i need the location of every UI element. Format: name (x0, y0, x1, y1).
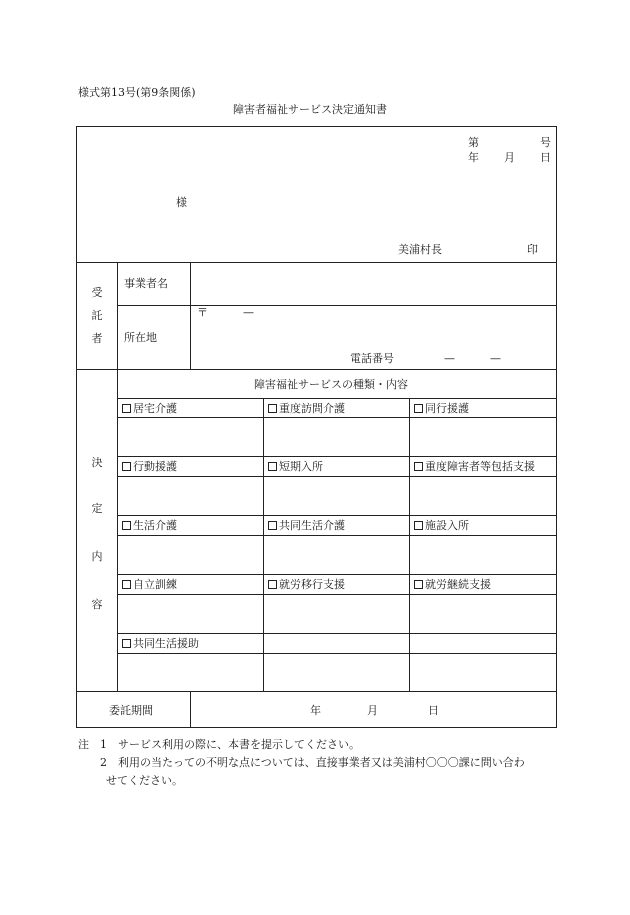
checkbox-icon[interactable] (414, 462, 423, 471)
service-checkbox[interactable]: 短期入所 (268, 461, 323, 472)
checkbox-icon[interactable] (414, 580, 423, 589)
service-checkbox[interactable]: 共同生活援助 (122, 638, 199, 649)
contractor-row-divider (117, 305, 557, 306)
decision-side-char: 定 (91, 502, 103, 515)
note-number: 1 (100, 738, 107, 751)
checkbox-icon[interactable] (268, 462, 277, 471)
service-checkbox[interactable]: 重度訪問介護 (268, 403, 345, 414)
table-bottom-border (76, 727, 557, 728)
service-checkbox[interactable]: 就労移行支援 (268, 579, 345, 590)
checkbox-icon[interactable] (268, 404, 277, 413)
decision-side-char: 決 (91, 456, 103, 469)
decision-side-char: 容 (91, 598, 103, 611)
table-top-border (76, 126, 557, 127)
period-month: 月 (367, 704, 378, 717)
period-year: 年 (310, 704, 321, 717)
decision-section-divider (76, 691, 557, 692)
grid-col-divider (409, 398, 410, 691)
postal-mark: 〒 (197, 306, 208, 319)
note-text: 利用の当たっての不明な点については、直接事業者又は美浦村〇〇〇課に問い合わ (118, 756, 525, 769)
grid-line (117, 594, 557, 595)
addressee-sama: 様 (176, 196, 187, 209)
period-label-divider (190, 691, 191, 727)
business-name-label: 事業者名 (124, 277, 168, 290)
checkbox-icon[interactable] (268, 580, 277, 589)
checkbox-icon[interactable] (268, 521, 277, 530)
grid-line (117, 574, 557, 575)
checkbox-icon[interactable] (122, 639, 131, 648)
issuer-name: 美浦村長 (398, 243, 442, 256)
table-left-border (76, 126, 77, 728)
date-month: 月 (504, 151, 515, 164)
service-checkbox[interactable]: 就労継続支援 (414, 579, 491, 590)
service-checkbox[interactable]: 自立訓練 (122, 579, 177, 590)
note-text: サービス利用の際に、本書を提示してください。 (118, 738, 360, 751)
service-checkbox[interactable]: 共同生活介護 (268, 520, 345, 531)
seal-mark: 印 (527, 243, 538, 256)
contractor-side-char: 受 (91, 286, 103, 299)
checkbox-icon[interactable] (414, 521, 423, 530)
notice-section-divider (76, 262, 557, 263)
grid-line (117, 417, 557, 418)
service-checkbox[interactable]: 生活介護 (122, 520, 177, 531)
checkbox-icon[interactable] (122, 404, 131, 413)
address-label: 所在地 (124, 331, 157, 344)
checkbox-icon[interactable] (414, 404, 423, 413)
checkbox-icon[interactable] (122, 521, 131, 530)
service-checkbox[interactable]: 施設入所 (414, 520, 469, 531)
number-go: 号 (540, 136, 551, 149)
form-number: 様式第13号(第9条関係) (78, 86, 196, 99)
service-checkbox[interactable]: 重度障害者等包括支援 (414, 461, 535, 472)
service-checkbox[interactable]: 同行援護 (414, 403, 469, 414)
contractor-label-divider (190, 262, 191, 369)
checkbox-icon[interactable] (122, 580, 131, 589)
grid-line (117, 633, 557, 634)
table-right-border (556, 126, 557, 728)
postal-dash: — (243, 306, 254, 319)
service-checkbox[interactable]: 居宅介護 (122, 403, 177, 414)
grid-col-divider (263, 398, 264, 691)
period-label: 委託期間 (109, 704, 153, 717)
checkbox-icon[interactable] (122, 462, 131, 471)
number-dai: 第 (468, 136, 479, 149)
decision-side-char: 内 (91, 550, 103, 563)
grid-line (117, 476, 557, 477)
phone-dash: — (490, 352, 501, 365)
grid-line (117, 515, 557, 516)
contractor-section-divider (76, 369, 557, 370)
notes-prefix: 注 (78, 738, 89, 751)
contractor-side-divider (117, 262, 118, 369)
date-year: 年 (468, 151, 479, 164)
phone-label: 電話番号 (350, 352, 394, 365)
date-day: 日 (540, 151, 551, 164)
grid-line (117, 535, 557, 536)
services-heading: 障害福祉サービスの種類・内容 (254, 378, 408, 391)
contractor-side-char: 者 (91, 332, 103, 345)
grid-line (117, 456, 557, 457)
service-checkbox[interactable]: 行動援護 (122, 461, 177, 472)
contractor-side-char: 託 (91, 309, 103, 322)
note-text-continuation: せてください。 (106, 774, 183, 787)
grid-line (117, 653, 557, 654)
period-day: 日 (428, 704, 439, 717)
note-number: 2 (100, 756, 107, 769)
phone-dash: — (444, 352, 455, 365)
document-title: 障害者福祉サービス決定通知書 (233, 103, 387, 116)
grid-line (117, 398, 557, 399)
